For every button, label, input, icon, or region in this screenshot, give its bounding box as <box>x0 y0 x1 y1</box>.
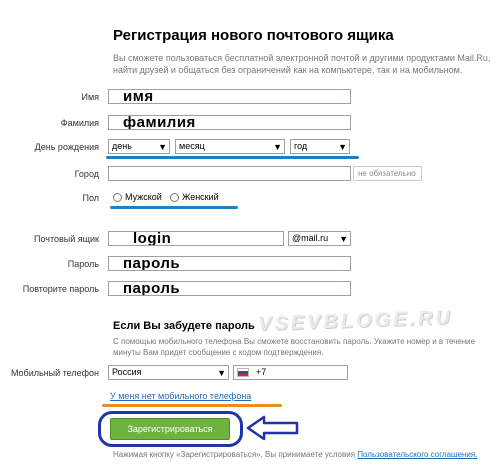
gender-label: Пол <box>82 193 99 203</box>
city-hint-box <box>353 166 422 181</box>
chevron-down-icon: ▼ <box>338 142 347 152</box>
watermark: VSEVBLOGE.RU <box>257 306 454 336</box>
register-button[interactable]: Зарегистрироваться <box>110 418 230 440</box>
city-label: Город <box>74 169 99 179</box>
chevron-down-icon: ▼ <box>273 142 282 152</box>
birthday-year-select[interactable] <box>290 139 350 154</box>
chevron-down-icon: ▼ <box>339 234 348 244</box>
no-phone-link[interactable]: У меня нет мобильного телефона <box>110 391 252 401</box>
gender-male-label[interactable]: Мужской <box>125 192 162 202</box>
last-name-input[interactable]: фамилия <box>108 115 351 130</box>
mailbox-label: Почтовый ящик <box>33 234 99 244</box>
russia-flag-icon <box>237 368 249 377</box>
birthday-highlight <box>106 156 359 159</box>
city-input[interactable] <box>108 166 351 181</box>
recovery-text: С помощью мобильного телефона Вы сможете восстановить пароль. Укажите номер и в течение минуты Вам придет сообщение с кодом подтверждения. <box>113 337 476 357</box>
password-input[interactable]: пароль <box>108 256 351 271</box>
gender-female-radio[interactable] <box>170 193 179 202</box>
password-label: Пароль <box>67 259 99 269</box>
country-select[interactable] <box>108 365 229 380</box>
password-repeat-label: Повторите пароль <box>22 284 99 294</box>
recovery-title: Если Вы забудете пароль <box>113 320 255 332</box>
mailbox-input[interactable]: login <box>108 231 284 246</box>
page-subtitle: Вы сможете пользоваться бесплатной электронной почтой и другими продуктами Mail.Ru, найти друзей и общаться без ограничений как на компьютере, так и на мобильном. <box>113 53 491 75</box>
chevron-down-icon: ▼ <box>158 142 167 152</box>
terms-link[interactable]: Пользовательского соглашения. <box>357 450 478 459</box>
phone-code: +7 <box>256 367 267 377</box>
first-name-input[interactable]: имя <box>108 89 351 104</box>
city-hint: не обязательно <box>358 169 416 178</box>
phone-input[interactable] <box>233 365 348 380</box>
birthday-day-select[interactable] <box>108 139 170 154</box>
chevron-down-icon: ▼ <box>217 368 226 378</box>
phone-label: Мобильный телефон <box>10 368 99 378</box>
no-phone-highlight <box>102 404 282 407</box>
mailbox-domain-select[interactable] <box>288 231 351 246</box>
gender-male-radio[interactable] <box>113 193 122 202</box>
arrow-left-icon <box>246 414 300 442</box>
gender-female-label[interactable]: Женский <box>182 192 219 202</box>
birthday-label: День рождения <box>34 142 99 152</box>
mailbox-domain-value: @mail.ru <box>292 233 329 243</box>
terms-footer <box>113 450 477 459</box>
first-name-label: Имя <box>81 92 99 102</box>
gender-highlight <box>110 206 238 209</box>
birthday-day-value: день <box>112 141 132 151</box>
password-repeat-input[interactable]: пароль <box>108 281 351 296</box>
last-name-label: Фамилия <box>60 118 99 128</box>
birthday-month-select[interactable] <box>175 139 285 154</box>
country-value: Россия <box>112 367 142 377</box>
birthday-year-value: год <box>294 141 308 151</box>
page-title: Регистрация нового почтового ящика <box>113 27 394 44</box>
terms-text: Нажимая кнопку «Зарегистрироваться», Вы принимаете условия <box>113 450 356 459</box>
birthday-month-value: месяц <box>179 141 205 151</box>
